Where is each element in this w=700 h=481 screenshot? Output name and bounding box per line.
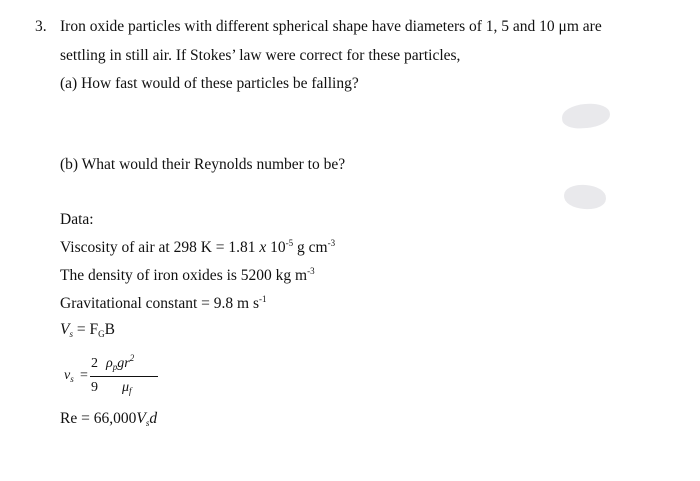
question-part-b: (b) What would their Reynolds number to be? <box>60 156 346 173</box>
question-part-a: (a) How fast would of these particles be falling? <box>60 75 359 92</box>
reynolds-equation: $Re = 66,000V_sd$ <box>60 410 158 428</box>
settling-velocity-equation: $V_s = F_GB$ <box>60 321 115 339</box>
question-line-2: settling in still air. If Stokes’ law were correct for these particles, <box>60 47 461 64</box>
data-heading: Data: <box>60 211 94 228</box>
gravity-line: Gravitational constant = 9.8 m $s^{-1}$ <box>60 294 267 312</box>
viscosity-line: Viscosity of air at 298 K = 1.81 x $10^{-5}$ g $cm^{-3}$ <box>60 238 336 256</box>
formula-numerator: $\rho_pgr^2$ <box>106 353 135 372</box>
fraction-bar <box>90 376 158 377</box>
question-line-1: Iron oxide particles with different spherical shape have diameters of 1, 5 and 10 μm are <box>60 18 602 35</box>
formula-coefficient-denominator: 9 <box>91 380 98 395</box>
question-number: 3. <box>35 18 47 35</box>
formula-coefficient-numerator: 2 <box>91 356 98 371</box>
formula-lhs: $v_s$ <box>64 368 74 384</box>
redaction-blob <box>563 184 606 210</box>
formula-equals: = <box>80 368 88 383</box>
density-line: The density of iron oxides is 5200 kg $m^{-3}$ <box>60 266 315 284</box>
formula-denominator: $\mu_f$ <box>122 380 132 396</box>
redaction-blob <box>561 102 611 129</box>
stokes-law-formula <box>60 350 180 398</box>
